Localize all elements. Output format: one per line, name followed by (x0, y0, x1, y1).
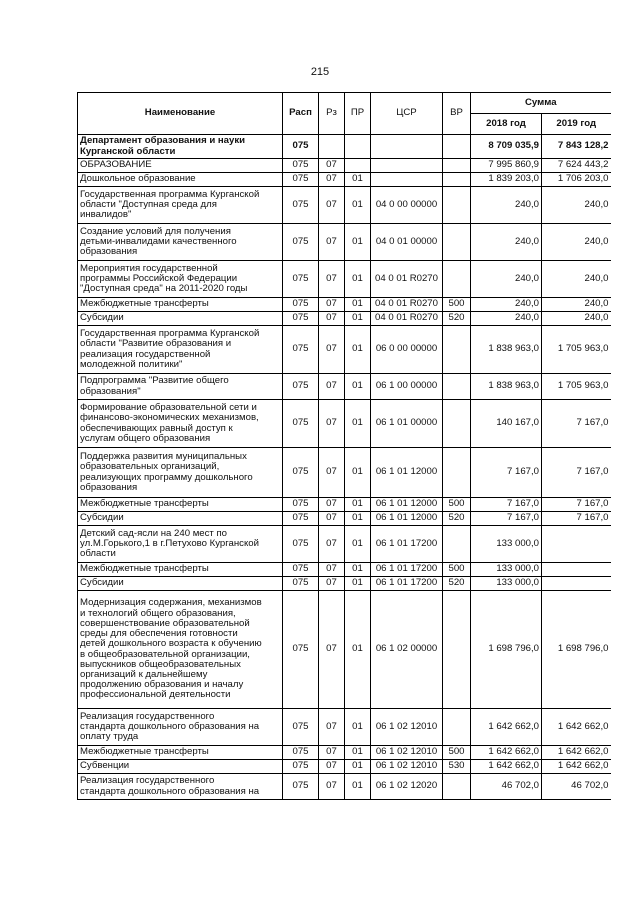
cell-rasp: 075 (283, 187, 319, 224)
cell-sum-2019: 240,0 (542, 312, 611, 326)
cell-sum-2018: 7 995 860,9 (471, 159, 542, 173)
header-rasp: Расп (283, 93, 319, 135)
cell-sum-2018: 240,0 (471, 224, 542, 261)
cell-csr: 06 1 02 12010 (371, 746, 443, 760)
cell-csr (371, 173, 443, 187)
cell-name: Межбюджетные трансферты (78, 498, 283, 512)
cell-rz: 07 (319, 448, 345, 498)
cell-pr: 01 (345, 591, 371, 709)
cell-sum-2019: 7 843 128,2 (542, 135, 611, 159)
cell-sum-2019: 1 698 796,0 (542, 591, 611, 709)
cell-rz: 07 (319, 709, 345, 746)
cell-rz: 07 (319, 159, 345, 173)
cell-rasp: 075 (283, 448, 319, 498)
cell-vr (443, 187, 471, 224)
header-csr: ЦСР (371, 93, 443, 135)
cell-vr: 500 (443, 563, 471, 577)
cell-pr: 01 (345, 577, 371, 591)
cell-sum-2018: 46 702,0 (471, 774, 542, 800)
cell-pr: 01 (345, 498, 371, 512)
cell-sum-2019: 1 642 662,0 (542, 746, 611, 760)
table-row (78, 187, 611, 224)
cell-rasp: 075 (283, 374, 319, 400)
header-pr: ПР (345, 93, 371, 135)
cell-vr (443, 135, 471, 159)
cell-sum-2019: 1 705 963,0 (542, 374, 611, 400)
cell-pr: 01 (345, 400, 371, 448)
cell-vr: 520 (443, 577, 471, 591)
table-row (78, 159, 611, 173)
cell-name: Формирование образовательной сети и финансово-экономических механизмов, обеспечивающих равный доступ к услугам общего образования (78, 400, 283, 448)
cell-pr: 01 (345, 224, 371, 261)
cell-sum-2019: 46 702,0 (542, 774, 611, 800)
cell-rz: 07 (319, 312, 345, 326)
cell-vr (443, 261, 471, 298)
cell-csr: 06 1 00 00000 (371, 374, 443, 400)
cell-csr: 06 1 01 12000 (371, 498, 443, 512)
cell-pr: 01 (345, 261, 371, 298)
cell-sum-2019: 1 706 203,0 (542, 173, 611, 187)
cell-rz: 07 (319, 374, 345, 400)
cell-name: Субсидии (78, 577, 283, 591)
cell-vr (443, 591, 471, 709)
cell-rz: 07 (319, 591, 345, 709)
cell-rasp: 075 (283, 159, 319, 173)
cell-sum-2019: 7 167,0 (542, 448, 611, 498)
cell-sum-2018: 1 642 662,0 (471, 746, 542, 760)
table-row (78, 298, 611, 312)
table-row (78, 526, 611, 563)
cell-csr: 06 0 00 00000 (371, 326, 443, 374)
cell-rasp: 075 (283, 512, 319, 526)
header-year-2018: 2018 год (471, 114, 542, 135)
cell-pr: 01 (345, 173, 371, 187)
cell-sum-2019: 1 642 662,0 (542, 709, 611, 746)
cell-rz: 07 (319, 187, 345, 224)
cell-rz: 07 (319, 746, 345, 760)
cell-sum-2019: 240,0 (542, 224, 611, 261)
cell-csr: 04 0 01 00000 (371, 224, 443, 261)
cell-pr: 01 (345, 326, 371, 374)
cell-name: Поддержка развития муниципальных образовательных организаций, реализующих программу дошкольного образования (78, 448, 283, 498)
cell-sum-2018: 1 838 963,0 (471, 374, 542, 400)
cell-vr (443, 526, 471, 563)
table-row (78, 173, 611, 187)
table-row (78, 512, 611, 526)
cell-sum-2018: 133 000,0 (471, 563, 542, 577)
cell-rz: 07 (319, 298, 345, 312)
cell-vr (443, 173, 471, 187)
cell-rz: 07 (319, 261, 345, 298)
cell-vr: 530 (443, 760, 471, 774)
cell-name: ОБРАЗОВАНИЕ (78, 159, 283, 173)
cell-sum-2018: 1 698 796,0 (471, 591, 542, 709)
cell-sum-2018: 240,0 (471, 312, 542, 326)
cell-csr: 06 1 02 12010 (371, 760, 443, 774)
cell-rz: 07 (319, 526, 345, 563)
cell-pr: 01 (345, 746, 371, 760)
header-name: Наименование (78, 93, 283, 135)
cell-csr: 06 1 01 17200 (371, 526, 443, 563)
header-rz: Рз (319, 93, 345, 135)
cell-csr (371, 135, 443, 159)
cell-csr: 06 1 02 00000 (371, 591, 443, 709)
cell-rasp: 075 (283, 312, 319, 326)
cell-vr: 500 (443, 746, 471, 760)
cell-pr (345, 135, 371, 159)
cell-name: Подпрограмма "Развитие общего образования" (78, 374, 283, 400)
cell-rz: 07 (319, 577, 345, 591)
cell-rasp: 075 (283, 760, 319, 774)
cell-name: Реализация государственного стандарта дошкольного образования на оплату труда (78, 709, 283, 746)
cell-name: Департамент образования и науки Курганской области (78, 135, 283, 159)
cell-rasp: 075 (283, 746, 319, 760)
header-sum: Сумма (471, 93, 611, 114)
cell-csr: 06 1 02 12020 (371, 774, 443, 800)
cell-rasp: 075 (283, 173, 319, 187)
cell-csr: 04 0 01 R0270 (371, 298, 443, 312)
cell-sum-2018: 7 167,0 (471, 448, 542, 498)
cell-rasp: 075 (283, 526, 319, 563)
cell-rasp: 075 (283, 400, 319, 448)
cell-name: Дошкольное образование (78, 173, 283, 187)
cell-sum-2018: 133 000,0 (471, 577, 542, 591)
cell-rasp: 075 (283, 326, 319, 374)
cell-csr: 06 1 01 17200 (371, 577, 443, 591)
cell-name: Субвенции (78, 760, 283, 774)
cell-vr (443, 774, 471, 800)
cell-sum-2018: 240,0 (471, 261, 542, 298)
cell-vr (443, 224, 471, 261)
cell-vr: 520 (443, 512, 471, 526)
cell-rasp: 075 (283, 563, 319, 577)
cell-sum-2018: 240,0 (471, 187, 542, 224)
table-header (78, 93, 611, 135)
cell-csr: 04 0 01 R0270 (371, 312, 443, 326)
table-row (78, 760, 611, 774)
cell-csr: 04 0 00 00000 (371, 187, 443, 224)
cell-name: Субсидии (78, 312, 283, 326)
table-row (78, 326, 611, 374)
cell-sum-2019: 1 705 963,0 (542, 326, 611, 374)
cell-rasp: 075 (283, 577, 319, 591)
cell-rz: 07 (319, 400, 345, 448)
table-body (78, 135, 611, 800)
cell-sum-2018: 7 167,0 (471, 512, 542, 526)
cell-pr: 01 (345, 312, 371, 326)
cell-rz: 07 (319, 760, 345, 774)
cell-rz: 07 (319, 774, 345, 800)
cell-csr: 06 1 02 12010 (371, 709, 443, 746)
cell-rasp: 075 (283, 298, 319, 312)
table-row (78, 709, 611, 746)
table-row (78, 224, 611, 261)
cell-vr: 500 (443, 298, 471, 312)
cell-pr (345, 159, 371, 173)
cell-rz: 07 (319, 512, 345, 526)
budget-table (77, 92, 611, 800)
cell-sum-2019: 7 167,0 (542, 512, 611, 526)
cell-rasp: 075 (283, 591, 319, 709)
cell-vr (443, 400, 471, 448)
cell-pr: 01 (345, 774, 371, 800)
cell-pr: 01 (345, 448, 371, 498)
cell-sum-2018: 1 839 203,0 (471, 173, 542, 187)
table-row (78, 563, 611, 577)
cell-sum-2018: 7 167,0 (471, 498, 542, 512)
table-row (78, 591, 611, 709)
table-row (78, 261, 611, 298)
cell-vr (443, 374, 471, 400)
cell-sum-2018: 133 000,0 (471, 526, 542, 563)
table-row (78, 448, 611, 498)
cell-sum-2019 (542, 563, 611, 577)
header-vr: ВР (443, 93, 471, 135)
cell-name: Мероприятия государственной программы Российской Федерации "Доступная среда" на 2011-2020 годы (78, 261, 283, 298)
table-row (78, 498, 611, 512)
cell-vr (443, 448, 471, 498)
cell-sum-2019: 7 624 443,2 (542, 159, 611, 173)
cell-sum-2018: 8 709 035,9 (471, 135, 542, 159)
cell-rz: 07 (319, 498, 345, 512)
cell-pr: 01 (345, 526, 371, 563)
cell-sum-2019: 240,0 (542, 261, 611, 298)
cell-vr (443, 159, 471, 173)
table-row (78, 312, 611, 326)
cell-name: Реализация государственного стандарта дошкольного образования на (78, 774, 283, 800)
cell-csr: 06 1 01 17200 (371, 563, 443, 577)
cell-rz: 07 (319, 326, 345, 374)
cell-rasp: 075 (283, 709, 319, 746)
cell-sum-2019: 1 642 662,0 (542, 760, 611, 774)
cell-sum-2018: 240,0 (471, 298, 542, 312)
cell-name: Государственная программа Курганской области "Развитие образования и реализация государственной молодежной политики" (78, 326, 283, 374)
page-number: 215 (310, 66, 330, 78)
cell-vr: 520 (443, 312, 471, 326)
cell-sum-2018: 1 838 963,0 (471, 326, 542, 374)
cell-rasp: 075 (283, 135, 319, 159)
cell-sum-2019: 240,0 (542, 187, 611, 224)
cell-pr: 01 (345, 512, 371, 526)
cell-name: Создание условий для получения детьми-инвалидами качественного образования (78, 224, 283, 261)
cell-rasp: 075 (283, 224, 319, 261)
cell-csr: 04 0 01 R0270 (371, 261, 443, 298)
cell-pr: 01 (345, 709, 371, 746)
cell-sum-2019 (542, 526, 611, 563)
cell-rz (319, 135, 345, 159)
header-year-2019: 2019 год (542, 114, 611, 135)
table-row (78, 374, 611, 400)
cell-name: Межбюджетные трансферты (78, 563, 283, 577)
cell-sum-2019: 240,0 (542, 298, 611, 312)
cell-vr: 500 (443, 498, 471, 512)
table-row (78, 774, 611, 800)
cell-csr: 06 1 01 12000 (371, 448, 443, 498)
cell-pr: 01 (345, 374, 371, 400)
table-row (78, 400, 611, 448)
cell-sum-2018: 1 642 662,0 (471, 709, 542, 746)
cell-sum-2019 (542, 577, 611, 591)
cell-rz: 07 (319, 173, 345, 187)
cell-rasp: 075 (283, 498, 319, 512)
cell-csr: 06 1 01 12000 (371, 512, 443, 526)
cell-name: Детский сад-ясли на 240 мест по ул.М.Горького,1 в г.Петухово Курганской области (78, 526, 283, 563)
cell-csr (371, 159, 443, 173)
cell-vr (443, 709, 471, 746)
cell-rz: 07 (319, 563, 345, 577)
cell-name: Межбюджетные трансферты (78, 746, 283, 760)
cell-sum-2018: 1 642 662,0 (471, 760, 542, 774)
cell-pr: 01 (345, 298, 371, 312)
table-row (78, 746, 611, 760)
cell-name: Межбюджетные трансферты (78, 298, 283, 312)
cell-pr: 01 (345, 760, 371, 774)
cell-pr: 01 (345, 187, 371, 224)
cell-rasp: 075 (283, 261, 319, 298)
cell-vr (443, 326, 471, 374)
cell-name: Модернизация содержания, механизмов и технологий общего образования, совершенствование образовательной среды для обеспечения готовности детей дошкольного возраста к обучению в общеобразовательной организации, выпускников общеобразовательных организаций к дальнейшему продолжению образования и началу профессиональной деятельности (78, 591, 283, 709)
cell-rasp: 075 (283, 774, 319, 800)
cell-sum-2019: 7 167,0 (542, 400, 611, 448)
cell-name: Государственная программа Курганской области "Доступная среда для инвалидов" (78, 187, 283, 224)
cell-csr: 06 1 01 00000 (371, 400, 443, 448)
table-row (78, 577, 611, 591)
cell-sum-2019: 7 167,0 (542, 498, 611, 512)
cell-pr: 01 (345, 563, 371, 577)
cell-rz: 07 (319, 224, 345, 261)
cell-name: Субсидии (78, 512, 283, 526)
table-row (78, 135, 611, 159)
cell-sum-2018: 140 167,0 (471, 400, 542, 448)
